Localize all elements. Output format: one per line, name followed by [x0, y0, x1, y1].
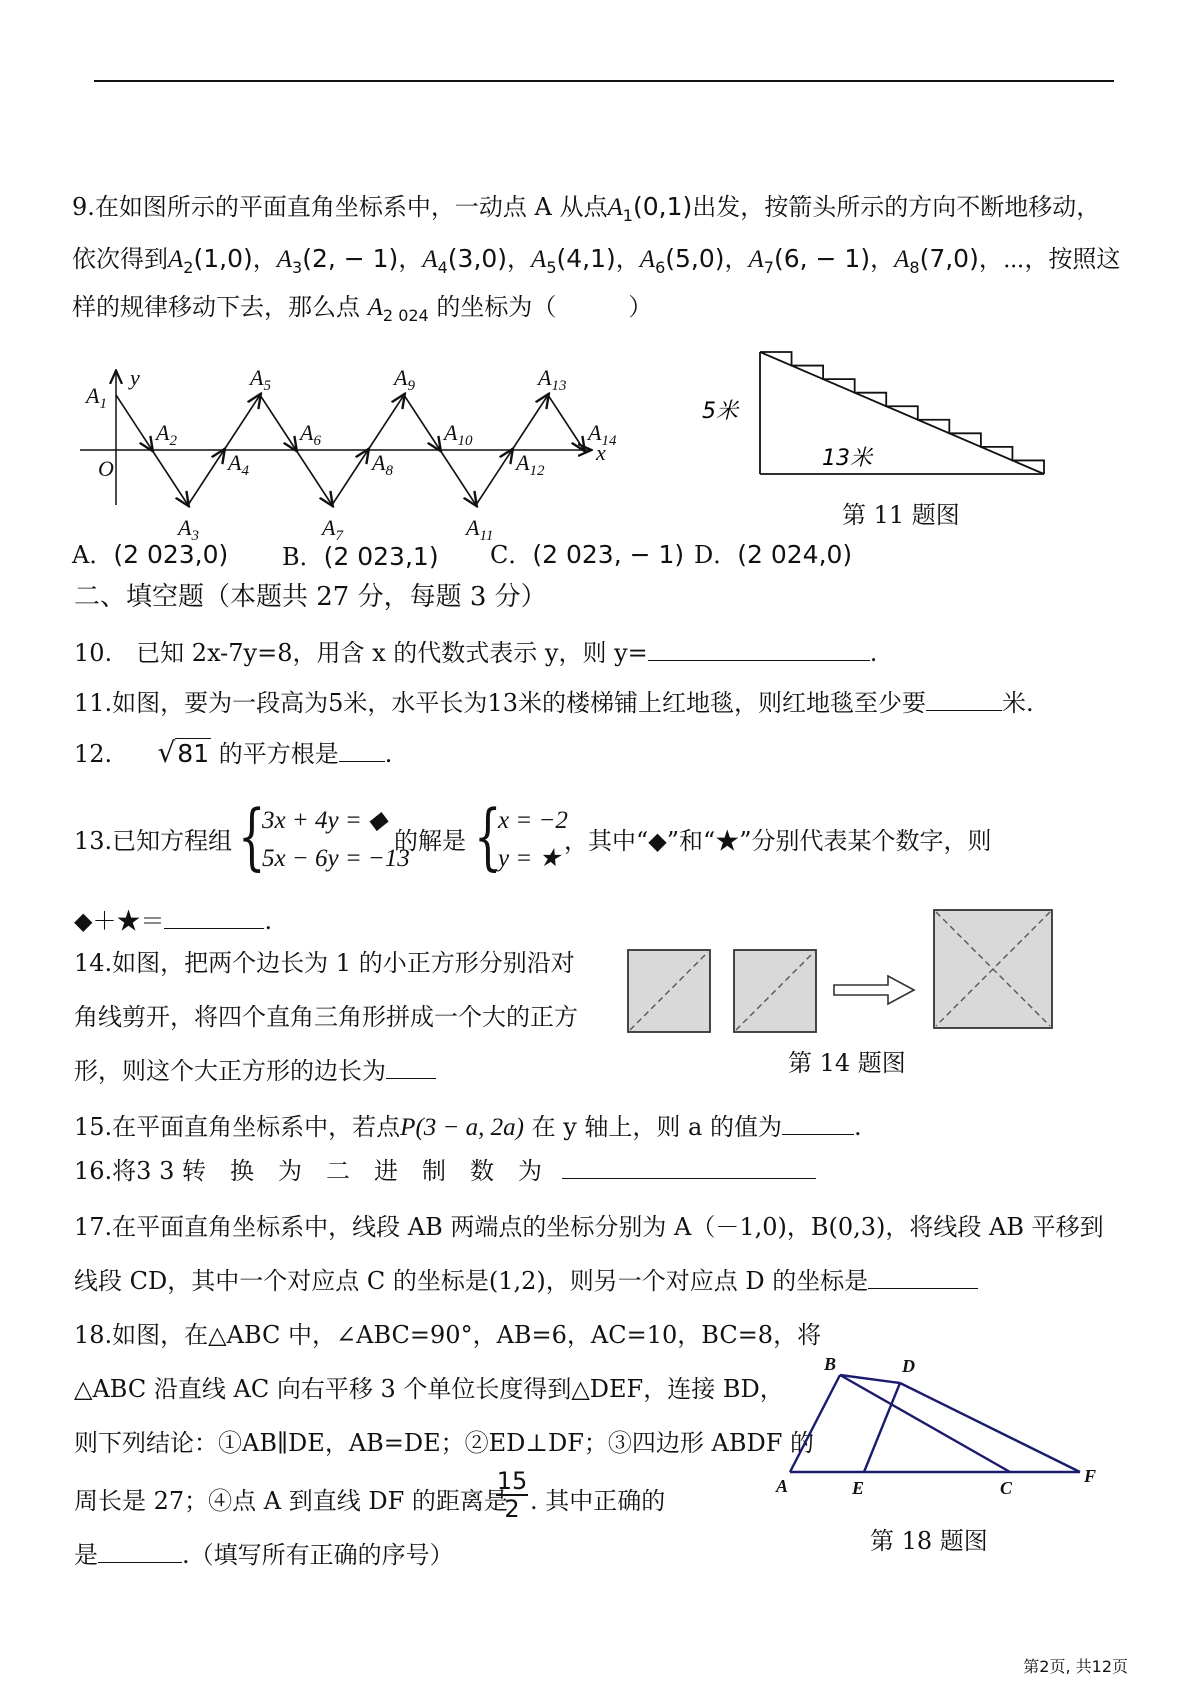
point-f-label: F — [1084, 1466, 1097, 1486]
q18-line4-end: . 其中正确的 — [530, 1487, 666, 1515]
q9-stem2: 出发，按箭头所示的方向不断地移动， — [692, 193, 1101, 221]
q10-text: 10. 已知 2x-7y=8，用含 x 的代数式表示 y，则 y= — [74, 639, 648, 667]
point-label-a4: $A_4$ — [228, 450, 249, 479]
q9-a1: $A_1(0,1)$ — [607, 192, 693, 225]
q18-line4: 周长是 27；④点 A 到直线 DF 的距离是 — [74, 1487, 508, 1515]
fig14-caption: 第 14 题图 — [788, 1049, 906, 1077]
segment-ed — [864, 1383, 900, 1472]
q13-line2-end: . — [264, 907, 273, 935]
point-label-a12: $A_{12}$ — [516, 450, 545, 479]
q11-end: 米. — [1001, 689, 1034, 717]
point-b-label: B — [824, 1354, 837, 1374]
origin-label: O — [98, 456, 114, 481]
q13-end: ，其中“◆”和“★”分别代表某个数字，则 — [564, 827, 992, 855]
point-e-label: E — [852, 1478, 865, 1498]
q9-point-a7: $A_7(6$, − 1) — [748, 244, 871, 277]
q9-option-b: B．(2 023,1) — [282, 542, 439, 571]
q15-point: P(3 − a, 2a) — [400, 1114, 524, 1141]
q12-num: 12. — [74, 740, 113, 768]
q17-line1: 17.在平面直角坐标系中，线段 AB 两端点的坐标分别为 A（－1,0)，B(0,3)，将线段 AB 平移到 — [74, 1213, 1104, 1241]
q12-text: 的平方根是 — [218, 740, 339, 768]
q9-line2-start: 依次得到 — [72, 245, 168, 273]
fig11-length-label: 13米 — [822, 446, 872, 471]
q9-line2-end: ，按照这 — [1024, 245, 1121, 273]
point-label-a13: $A_{13}$ — [538, 365, 567, 394]
q9-line2: 依次得到$A_2(1,0)$，$A_3(2$, − 1)，$A_4(3,0)$，$A_5(4,1)$，$A_6(5,0)$，$A_7(6$, − 1)，$A_8(7,0)$，⋯，按照这 — [72, 244, 1121, 277]
q12-sqrt: √81 — [157, 736, 210, 769]
point-label-a5: $A_5$ — [250, 365, 271, 394]
point-label-a1: $A_1$ — [86, 383, 107, 412]
point-d-label: D — [902, 1356, 915, 1376]
point-c-label: C — [1000, 1478, 1013, 1498]
fig18-caption: 第 18 题图 — [870, 1527, 988, 1555]
q9-point-a8: $A_8(7,0)$ — [894, 244, 979, 277]
q14-line3-text: 形，则这个大正方形的边长为 — [74, 1057, 386, 1085]
q9-option-d: D．(2 024,0) — [694, 540, 853, 569]
q15-end: 在 y 轴上，则 a 的值为 — [531, 1113, 782, 1141]
point-label-a11: $A_{11}$ — [466, 515, 494, 544]
q18-fraction-denominator: 2 — [496, 1494, 528, 1522]
q18-line5-start: 是 — [74, 1541, 98, 1569]
q9-option-a: A．(2 023,0) — [72, 540, 229, 569]
y-axis-label: y — [130, 365, 140, 390]
q15-dot: . — [854, 1113, 862, 1141]
q9-option-c: C．(2 023, − 1) — [490, 540, 685, 569]
q18-fraction-numerator: 15 — [496, 1467, 528, 1495]
segment-ab — [790, 1375, 840, 1472]
q9-line3-start: 样的规律移动下去，那么点 — [72, 293, 360, 321]
fig11-caption: 第 11 题图 — [842, 501, 960, 529]
page-footer: 第2页, 共12页 — [1023, 1657, 1128, 1676]
point-label-a14: $A_{14}$ — [588, 420, 617, 449]
q16-text: 16.将3 3 转 换 为 二 进 制 数 为 — [74, 1157, 542, 1185]
q13-solution-brace: { — [474, 794, 502, 878]
q14-line2: 角线剪开，将四个直角三角形拼成一个大的正方 — [74, 1003, 578, 1031]
fig11-height-label: 5米 — [702, 399, 738, 424]
q15-start: 15.在平面直角坐标系中，若点 — [74, 1113, 401, 1141]
x-axis-label: x — [596, 440, 606, 465]
q9-line3-end: 的坐标为（ ） — [436, 293, 653, 321]
point-a-label: A — [776, 1476, 789, 1496]
q18-line1: 18.如图，在△ABC 中，∠ABC=90°，AB=6，AC=10，BC=8，将 — [74, 1321, 822, 1349]
q9-point-a5: $A_5(4,1)$ — [531, 244, 616, 277]
q17-line2-text: 线段 CD，其中一个对应点 C 的坐标是(1,2)，则另一个对应点 D 的坐标是 — [74, 1267, 869, 1295]
q10-end: . — [869, 639, 878, 667]
q9-point-a4: $A_4(3,0)$ — [422, 244, 508, 277]
q18-line2: △ABC 沿直线 AC 向右平移 3 个单位长度得到△DEF，连接 BD， — [74, 1375, 784, 1403]
q13-mid: 的解是 — [394, 827, 466, 855]
q14-line1: 14.如图，把两个边长为 1 的小正方形分别沿对 — [74, 949, 575, 977]
q13-equation-2: 5x − 6y = −13 — [262, 845, 410, 872]
q13-system-brace: { — [238, 794, 266, 878]
q12-radicand: 81 — [177, 739, 210, 768]
q9-point-a3: $A_3(2$, − 1) — [276, 244, 399, 277]
q13-solution-2: y = ★ — [498, 845, 561, 872]
q9-ellipsis: ⋯ — [1002, 245, 1025, 273]
q13-solution-1: x = −2 — [498, 807, 568, 834]
point-label-a7: $A_7$ — [322, 515, 343, 544]
q9-a2024: $A_{2 024}$ — [367, 294, 429, 325]
q9-point-a2: $A_2(1,0)$ — [168, 244, 253, 277]
point-label-a10: $A_{10}$ — [444, 420, 473, 449]
point-label-a8: $A_8$ — [372, 450, 393, 479]
point-label-a2: $A_2$ — [156, 420, 177, 449]
point-label-a3: $A_3$ — [178, 515, 199, 544]
q13-expression: ◆＋★＝ — [74, 907, 165, 935]
q9-point-a6: $A_6(5,0)$ — [639, 244, 725, 277]
q18-line5-end: .（填写所有正确的序号） — [182, 1541, 454, 1569]
point-label-a9: $A_9$ — [394, 365, 415, 394]
q9-stem: 9.在如图所示的平面直角坐标系中，一动点 A 从点 — [72, 193, 608, 221]
point-label-a6: $A_6$ — [300, 420, 321, 449]
q11-text: 11.如图，要为一段高为5米，水平长为13米的楼梯铺上红地毯，则红地毯至少要 — [74, 689, 926, 717]
section-2-heading: 二、填空题（本题共 27 分，每题 3 分） — [74, 582, 547, 612]
segment-df — [900, 1383, 1080, 1472]
q18-line3: 则下列结论：①AB∥DE，AB=DE；②ED⊥DF；③四边形 ABDF 的 — [74, 1429, 815, 1457]
q12-end: . — [384, 740, 393, 768]
q13-start: 13.已知方程组 — [74, 827, 233, 855]
q13-equation-1: 3x + 4y = ◆ — [262, 807, 388, 834]
